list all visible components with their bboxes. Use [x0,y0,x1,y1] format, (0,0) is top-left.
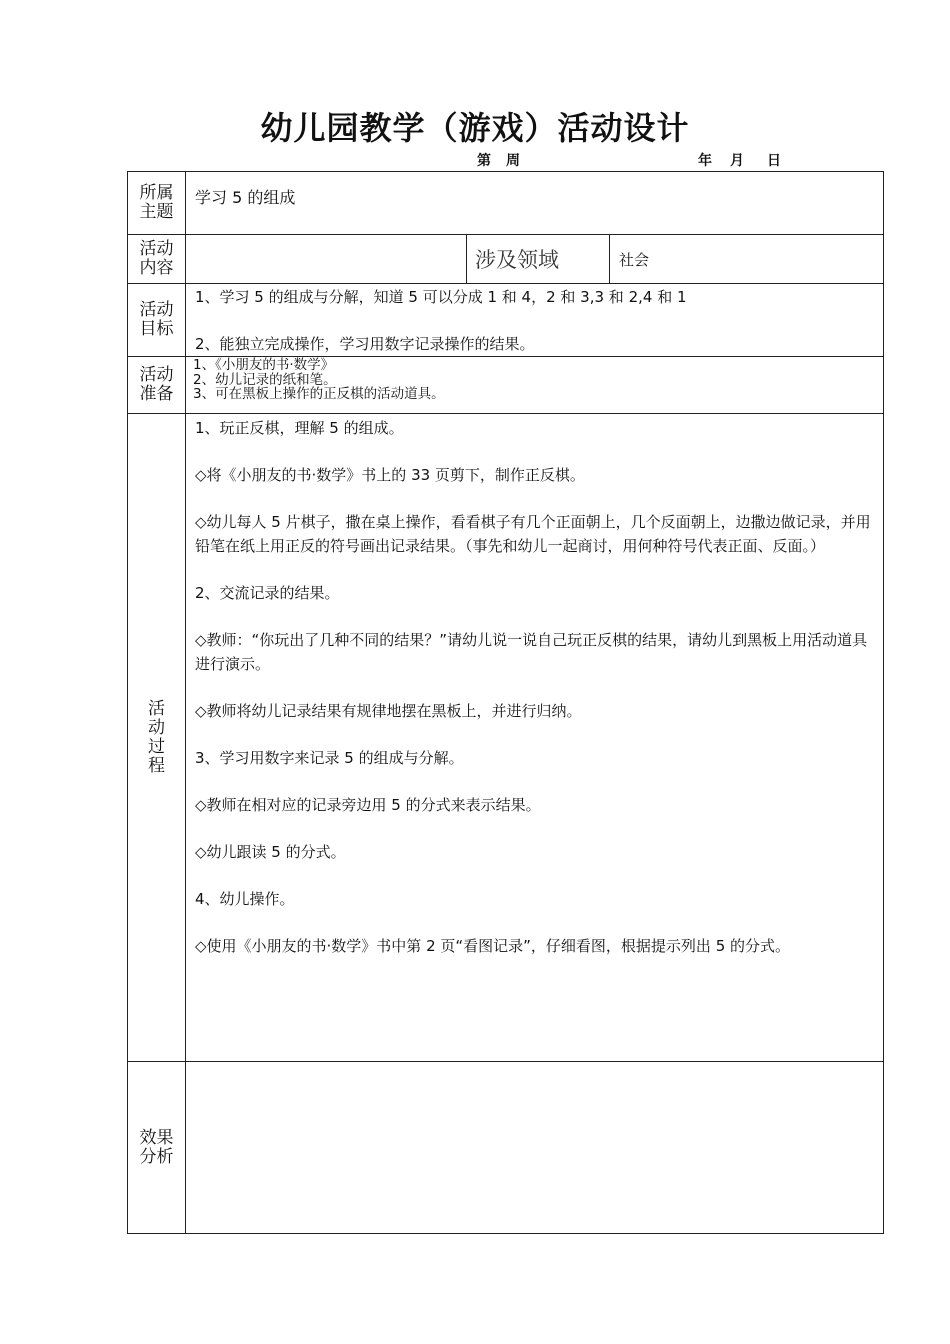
row-theme [128,172,884,235]
prep-item: 3、可在黑板上操作的正反棋的活动道具。 [193,386,445,402]
effect-label: 效果分析 [128,1062,186,1234]
row-content [128,235,884,284]
prep-item: 2、幼儿记录的纸和笔。 [193,371,337,388]
process-paragraph: 1、玩正反棋，理解 5 的组成。 [195,419,404,437]
prep-cell[interactable] [186,357,884,414]
page-title: 幼儿园教学（游戏）活动设计 [260,109,690,147]
process-paragraph: ◇教师在相对应的记录旁边用 5 的分式来表示结果。 [195,796,541,814]
theme-label: 所属主题 [128,172,186,235]
goal-item: 2、能独立完成操作，学习用数字记录操作的结果。 [195,335,535,353]
goals-cell[interactable] [186,284,884,357]
domain-label-cell [467,235,610,284]
week-label-first: 第 [477,153,491,169]
process-paragraph: ◇幼儿每人 5 片棋子，撒在桌上操作，看看棋子有几个正面朝上，几个反面朝上，边撒边做记录，并用铅笔在纸上用正反的符号画出记录结果。（事先和幼儿一起商讨，用何种符号代表正面、反面。） [195,513,871,555]
goals-label: 活动目标 [128,284,186,357]
date-day: 日 [767,153,781,169]
process-paragraph: ◇幼儿跟读 5 的分式。 [195,843,346,861]
row-goals [128,284,884,357]
theme-value-cell[interactable] [186,172,884,235]
domain-value: 社会 [619,250,650,269]
date-year: 年 [698,153,712,169]
process-label: 活动过程 [128,414,186,1062]
content-label: 活动内容 [128,235,186,284]
process-paragraph: ◇教师：“你玩出了几种不同的结果？”请幼儿说一说自己玩正反棋的结果，请幼儿到黑板上用活动道具进行演示。 [195,631,868,673]
prep-label: 活动准备 [128,357,186,414]
process-paragraph: 4、幼儿操作。 [195,890,295,908]
content-value-cell[interactable] [186,235,467,284]
theme-value: 学习 5 的组成 [195,188,296,207]
process-cell[interactable] [186,414,884,1062]
process-paragraph: ◇使用《小朋友的书·数学》书中第 2 页“看图记录”，仔细看图，根据提示列出 5 的分式。 [195,937,791,955]
row-effect [128,1062,884,1234]
week-label-week: 周 [506,153,520,169]
prep-item: 1、《小朋友的书·数学》 [193,357,335,373]
domain-value-cell[interactable] [610,235,884,284]
goal-item: 1、学习 5 的组成与分解，知道 5 可以分成 1 和 4，2 和 3,3 和 2,4 和 1 [195,288,687,306]
process-paragraph: ◇将《小朋友的书·数学》书上的 33 页剪下，制作正反棋。 [195,466,585,484]
effect-cell[interactable] [186,1062,884,1234]
process-paragraph: ◇教师将幼儿记录结果有规律地摆在黑板上，并进行归纳。 [195,702,582,720]
process-paragraph: 3、学习用数字来记录 5 的组成与分解。 [195,749,464,767]
domain-label: 涉及领域 [475,248,559,272]
activity-form-table [127,171,884,1234]
row-process [128,414,884,1062]
process-paragraph: 2、交流记录的结果。 [195,584,340,602]
date-month: 月 [730,153,744,169]
row-prep [128,357,884,414]
